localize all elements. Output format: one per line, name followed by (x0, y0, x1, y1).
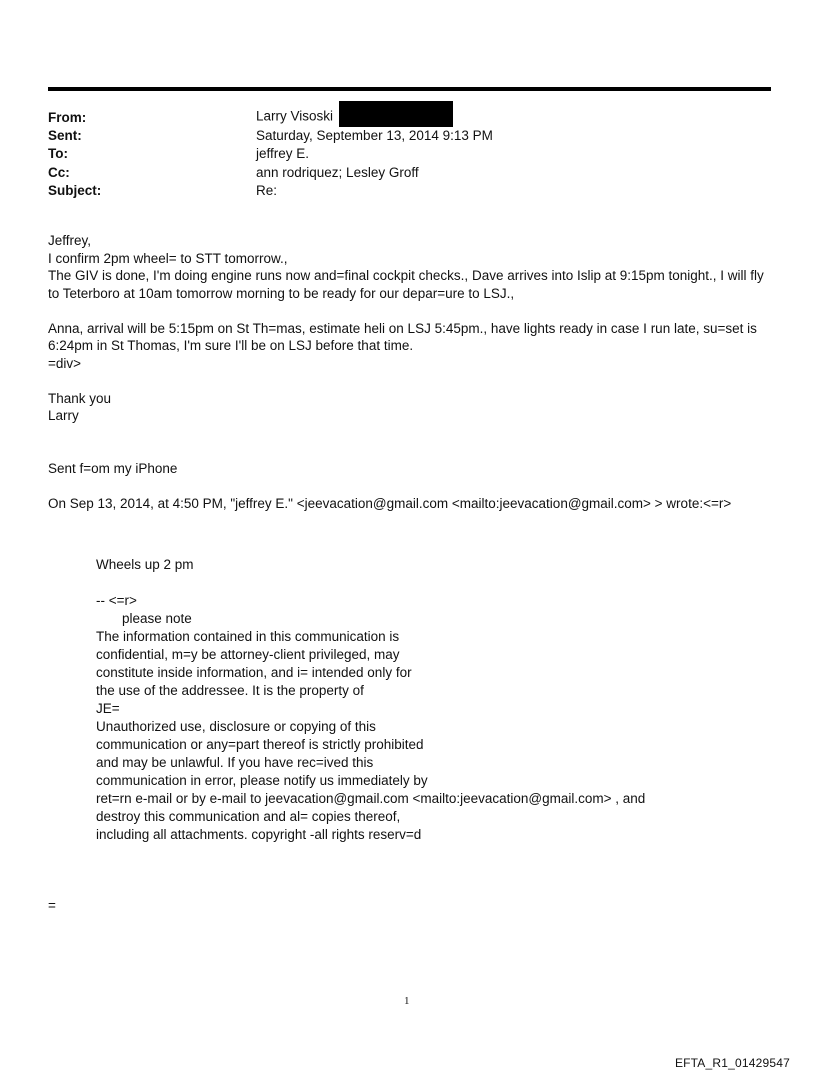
reply-attribution: On Sep 13, 2014, at 4:50 PM, "jeffrey E." <jeevacation@gmail.com <mailto:jeevacation@gmail.com> > wrote:<=r> (48, 495, 732, 511)
redaction-box (339, 101, 453, 127)
sent-value: Saturday, September 13, 2014 9:13 PM (256, 127, 493, 143)
page-number: 1 (404, 995, 410, 1007)
body-line: =div> (48, 355, 82, 371)
disclaimer-line: ret=rn e-mail or by e-mail to jeevacation@gmail.com <mailto:jeevacation@gmail.com> , and (96, 790, 646, 806)
sent-from-line: Sent f=om my iPhone (48, 460, 178, 476)
disclaimer-line: Unauthorized use, disclosure or copying of this (96, 718, 376, 734)
to-row (48, 145, 771, 163)
bates-number: EFTA_R1_01429547 (674, 1056, 790, 1070)
cc-value: ann rodriquez; Lesley Groff (256, 164, 419, 180)
body-line: to Teterboro at 10am tomorrow morning to be ready for our depar=ure to LSJ., (48, 285, 515, 301)
disclaimer-heading: please note (122, 610, 192, 626)
trailing-character: = (48, 898, 56, 913)
from-label: From: (48, 109, 87, 125)
quoted-message (96, 556, 776, 844)
disclaimer-line: communication in error, please notify us immediately by (96, 772, 428, 788)
to-value: jeffrey E. (256, 146, 310, 162)
quoted-text: Wheels up 2 pm (96, 557, 194, 572)
disclaimer-line: destroy this communication and al= copies thereof, (96, 808, 401, 824)
body-line: 6:24pm in St Thomas, I'm sure I'll be on LSJ before that time. (48, 338, 414, 353)
disclaimer-line: constitute inside information, and i= intended only for (96, 664, 412, 680)
cc-label: Cc: (48, 164, 70, 180)
greeting: Jeffrey, (48, 233, 92, 248)
body-line: I confirm 2pm wheel= to STT tomorrow., (48, 250, 288, 266)
disclaimer-line: confidential, m=y be attorney-client privileged, may (96, 646, 400, 662)
closing: Thank you (48, 390, 112, 406)
disclaimer-line: JE= (96, 700, 120, 716)
signature-separator: -- <=r> (96, 592, 137, 608)
signature: Larry (48, 408, 79, 423)
disclaimer-line: and may be unlawful. If you have rec=ived this (96, 754, 374, 770)
subject-row (48, 181, 771, 199)
header-divider (48, 87, 771, 91)
email-header (48, 108, 771, 199)
email-body (48, 232, 778, 512)
disclaimer-line: including all attachments. copyright -all rights reserv=d (96, 826, 422, 842)
cc-row (48, 163, 771, 181)
to-label: To: (48, 146, 68, 162)
sent-label: Sent: (48, 127, 82, 143)
subject-label: Subject: (48, 182, 102, 198)
disclaimer-line: communication or any=part thereof is strictly prohibited (96, 736, 424, 752)
disclaimer-line: The information contained in this communication is (96, 628, 400, 644)
from-row (48, 108, 771, 126)
sent-row (48, 126, 771, 144)
from-value: Larry Visoski (256, 108, 334, 124)
body-line: The GIV is done, I'm doing engine runs now and=final cockpit checks., Dave arrives into Islip at 9:15pm tonight., I will fly (48, 268, 764, 283)
disclaimer-line: the use of the addressee. It is the property of (96, 682, 364, 698)
body-line: Anna, arrival will be 5:15pm on St Th=mas, estimate heli on LSJ 5:45pm., have lights ready in case I run late, su=set is (48, 320, 757, 336)
subject-value: Re: (256, 182, 278, 198)
